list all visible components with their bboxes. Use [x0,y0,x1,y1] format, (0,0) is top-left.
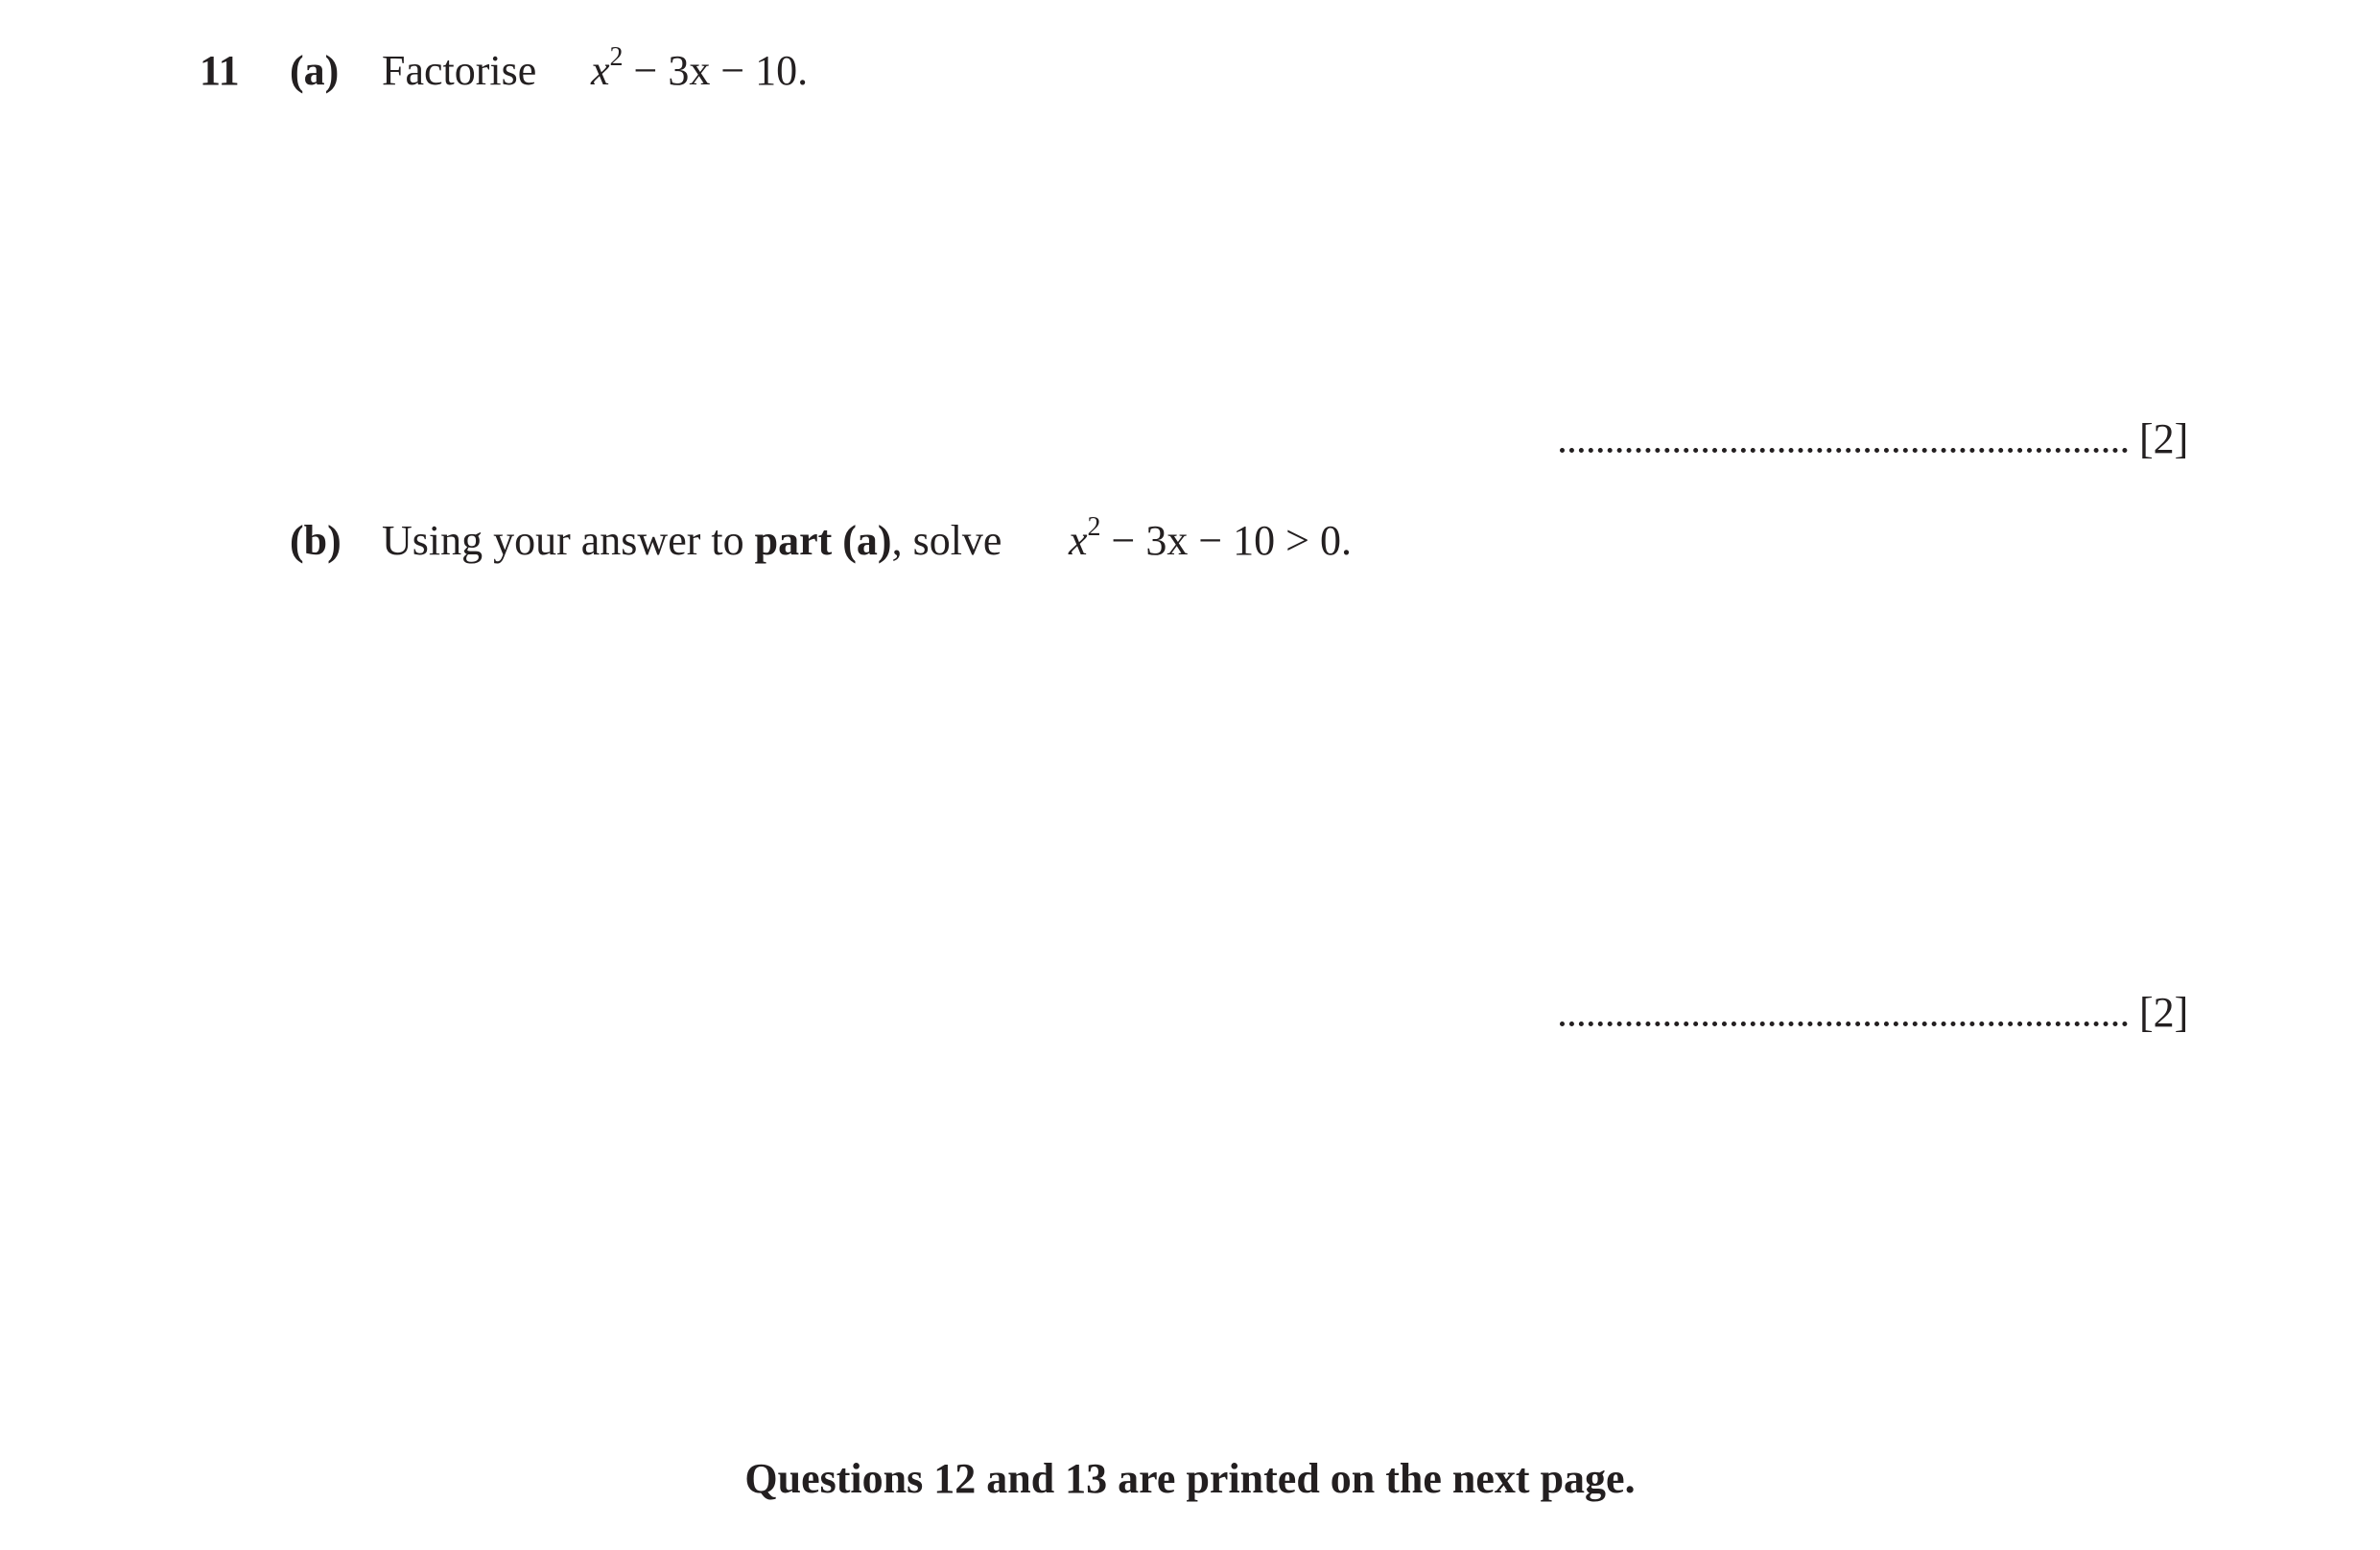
part-b-label: (b) [290,517,342,564]
part-b-expression [1069,512,1352,564]
expr-a-var: x [591,47,610,94]
expr-a-exp: 2 [609,42,624,73]
answer-line-b[interactable] [1560,989,2189,1036]
part-b-text-before: Using your answer to [382,517,744,564]
expr-b-rest: − 3x − 10 > 0. [1111,517,1352,564]
part-a-instruction: Factorise [382,47,537,94]
expr-b-exp: 2 [1087,512,1101,543]
footer-note: Questions 12 and 13 are printed on the next page. [744,1455,1636,1502]
marks-b: [2] [2139,989,2189,1036]
marks-a: [2] [2139,415,2189,462]
expr-a-rest: − 3x − 10. [633,47,809,94]
answer-line-a[interactable] [1560,415,2189,462]
part-a-expression [591,42,809,94]
answer-dots-a[interactable] [1560,448,2128,453]
part-b-bold-ref: part (a) [754,517,892,564]
part-b-text-after: , solve [891,517,1002,564]
expr-b-var: x [1069,517,1088,564]
answer-dots-b[interactable] [1560,1022,2128,1026]
question-number: 11 [200,47,240,94]
part-b-text [382,517,1002,564]
part-a-label: (a) [290,47,340,94]
